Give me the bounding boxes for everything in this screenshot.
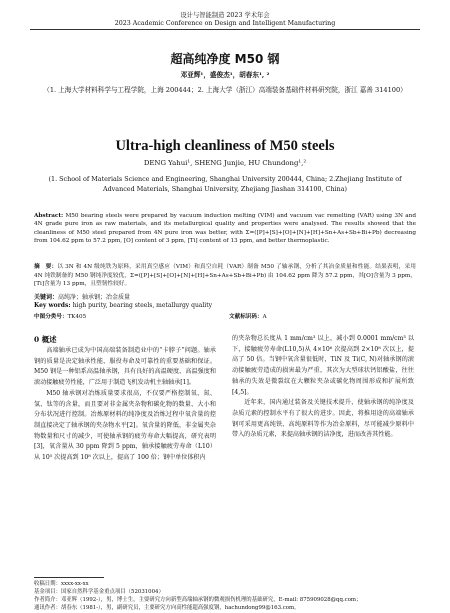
- footnote-author: 作者简介：邓亚辉（1992-），男，博士生，主要研究方向新型高端轴承钢的微观损伤机理的基础研究，E-mail: 875909028@qq.com；: [34, 597, 362, 603]
- body-paragraph: 高端轴承已成为中国高端装备制造业中的“卡脖子”问题。轴承钢的质量是决定轴承性能、服役寿命及可靠性的重要基础和保证。M50 钢是一种铝系高温轴承钢，具有良好的高温硬度、高温强度和滚动接触疲劳性能，广泛用于制造飞机发动机主轴轴承[1]。: [34, 347, 216, 387]
- abstract-cn: [34, 263, 416, 289]
- abstract-en-label: Abstract:: [34, 213, 64, 219]
- classification-label: 中图分类号：: [34, 314, 68, 320]
- affiliation-en: (1. School of Materials Science and Engineering, Shanghai University 200444, China; 2.Zhejiang Institute of Advanced Materials, Shanghai University, Zhejiang Jiashan 314100, China): [48, 175, 402, 193]
- classification-value: TK405: [67, 314, 87, 320]
- abstract-en-text: M50 bearing steels were prepared by vacuum induction melting (VIM) and vacuum vac remelting (VAR) using 3N and 4N grade pure iron as raw materials, and its metallurgical quality and properties were analysed. The results showed that the cleanliness of M50 steel prepared from 4N pure iron was better, with Σ=([P]+[S]+[O]+[N]+[H]+Sn+As+Sb+Bi+Pb) decreasing from 104.62 ppm to 57.2 ppm, [O] content of 3 ppm, [Ti] content of 13 ppm, and better thermoplastic.: [34, 213, 416, 244]
- title-en: Ultra-high cleanliness of M50 steels: [115, 138, 335, 154]
- document-code-label: 文献标识码：: [229, 314, 263, 320]
- conference-header-cn: 设计与智能制造 2023 学术年会: [180, 12, 270, 19]
- classification-number: [34, 312, 86, 320]
- document-code-value: A: [262, 314, 267, 320]
- authors-en: DENG Yahui¹, SHENG Junjie, HU Chundong¹,²: [143, 159, 307, 167]
- conference-header-en: 2023 Academic Conference on Design and Intelligent Manufacturing: [114, 20, 336, 27]
- section-heading: 0 概述: [34, 335, 57, 344]
- abstract-cn-text: 以 3N 和 4N 级纯铁为原料，采用真空感应（VIM）和真空自耗（VAR）制备 M50 了轴承钢，分析了其冶金质量和性能。结果表明，采用 4N 纯铁制备的 M50 钢纯净度较优，Σ=([P]+[S]+[O]+[N]+[H]+Sn+As+Sb+Bi+Pb) 由 104.62 ppm 降为 57.2 ppm，其[O]含量为 3 ppm，[Ti]含量为 13 ppm，且塑韧性较好。: [34, 264, 416, 287]
- authors-cn: 邓亚辉¹，盛俊杰¹，胡春东¹, ²: [180, 71, 270, 79]
- keywords-en: [34, 302, 212, 309]
- keywords-en-text: high purity, bearing steels, metallurgy quality: [72, 302, 213, 309]
- body-column-right: [232, 334, 414, 441]
- body-paragraph: 的夹杂物总长度从 1 mm/cm³ 以上，减小到 0.0001 mm/cm³ 以下，接触疲劳寿命(L10,5)从 4×10⁶ 次提高到 2×10⁸ 次以上，提高了 50 倍。当钢中氧含量很低时，TiN 及 Ti(C, N)对轴承钢的滚动接触疲劳造成的损害最为严重，其次为大型球状钙铝酸盐，往往轴承的失效是微裂纹在大颗粒夹杂或碳化物周围形成和扩展所致[4,5]。: [232, 335, 414, 396]
- footnote-corresponding: 通讯作者：胡春东（1981-），男，副研究员，主要研究方向高性能超高强度钢，hachundong99@163.com。: [34, 605, 300, 611]
- body-paragraph: M50 轴承钢对冶炼质量要求很高，不仅要严格控制氧、氮、氢、钛等的含量，而且要对非金属夹杂物和碳化物的数量、大小和分布状况进行控制。冶炼原材料的纯净度及冶炼过程中氧含量的控制直接决定了轴承钢的夹杂物水平[2]。氧含量的降低，非金属夹杂物数量和尺寸的减少，可使轴承钢的疲劳寿命大幅提高，研究表明[3]，氧含量从 30 ppm 降到 5 ppm，轴承接触疲劳寿命（L10）从 10⁵ 次提高到 10⁸ 次以上，提高了 100 倍；钢中单位体积内: [34, 389, 216, 462]
- footnote-received: 收稿日期：xxxx-xx-xx: [34, 581, 89, 587]
- footnote-rule: [34, 577, 104, 578]
- document-code: [229, 312, 267, 320]
- title-cn: 超高纯净度 M50 钢: [170, 52, 280, 66]
- abstract-en: [34, 212, 416, 245]
- header-rule: [30, 29, 420, 30]
- keywords-cn-text: 高纯净；轴承钢；冶金质量: [58, 294, 131, 301]
- affiliation-cn: （1. 上海大学材料科学与工程学院，上海 200444；2. 上海大学（浙江）高端装备基础件材料研究院，浙江 嘉善 314100）: [43, 86, 407, 94]
- body-column-left: [34, 346, 216, 464]
- body-paragraph: 近年来，国内通过装备及关键技术提升，使轴承钢的纯净度及杂质元素的控制水平有了很大的进步。因此，将推用途的高端轴承钢可采用更高纯铁、高纯原料等作为冶金原料，尽可能减少原料中带入的杂质元素，来提高轴承钢的洁净度，进而改善其性能。: [232, 399, 414, 439]
- footnote-funding: 基金项目：国家自然科学基金重点项目（52031004）: [34, 589, 164, 595]
- abstract-cn-label: 摘 要：: [34, 264, 58, 270]
- keywords-cn: [34, 292, 130, 301]
- keywords-cn-label: 关键词：: [34, 294, 59, 301]
- keywords-en-label: Key words:: [34, 302, 73, 309]
